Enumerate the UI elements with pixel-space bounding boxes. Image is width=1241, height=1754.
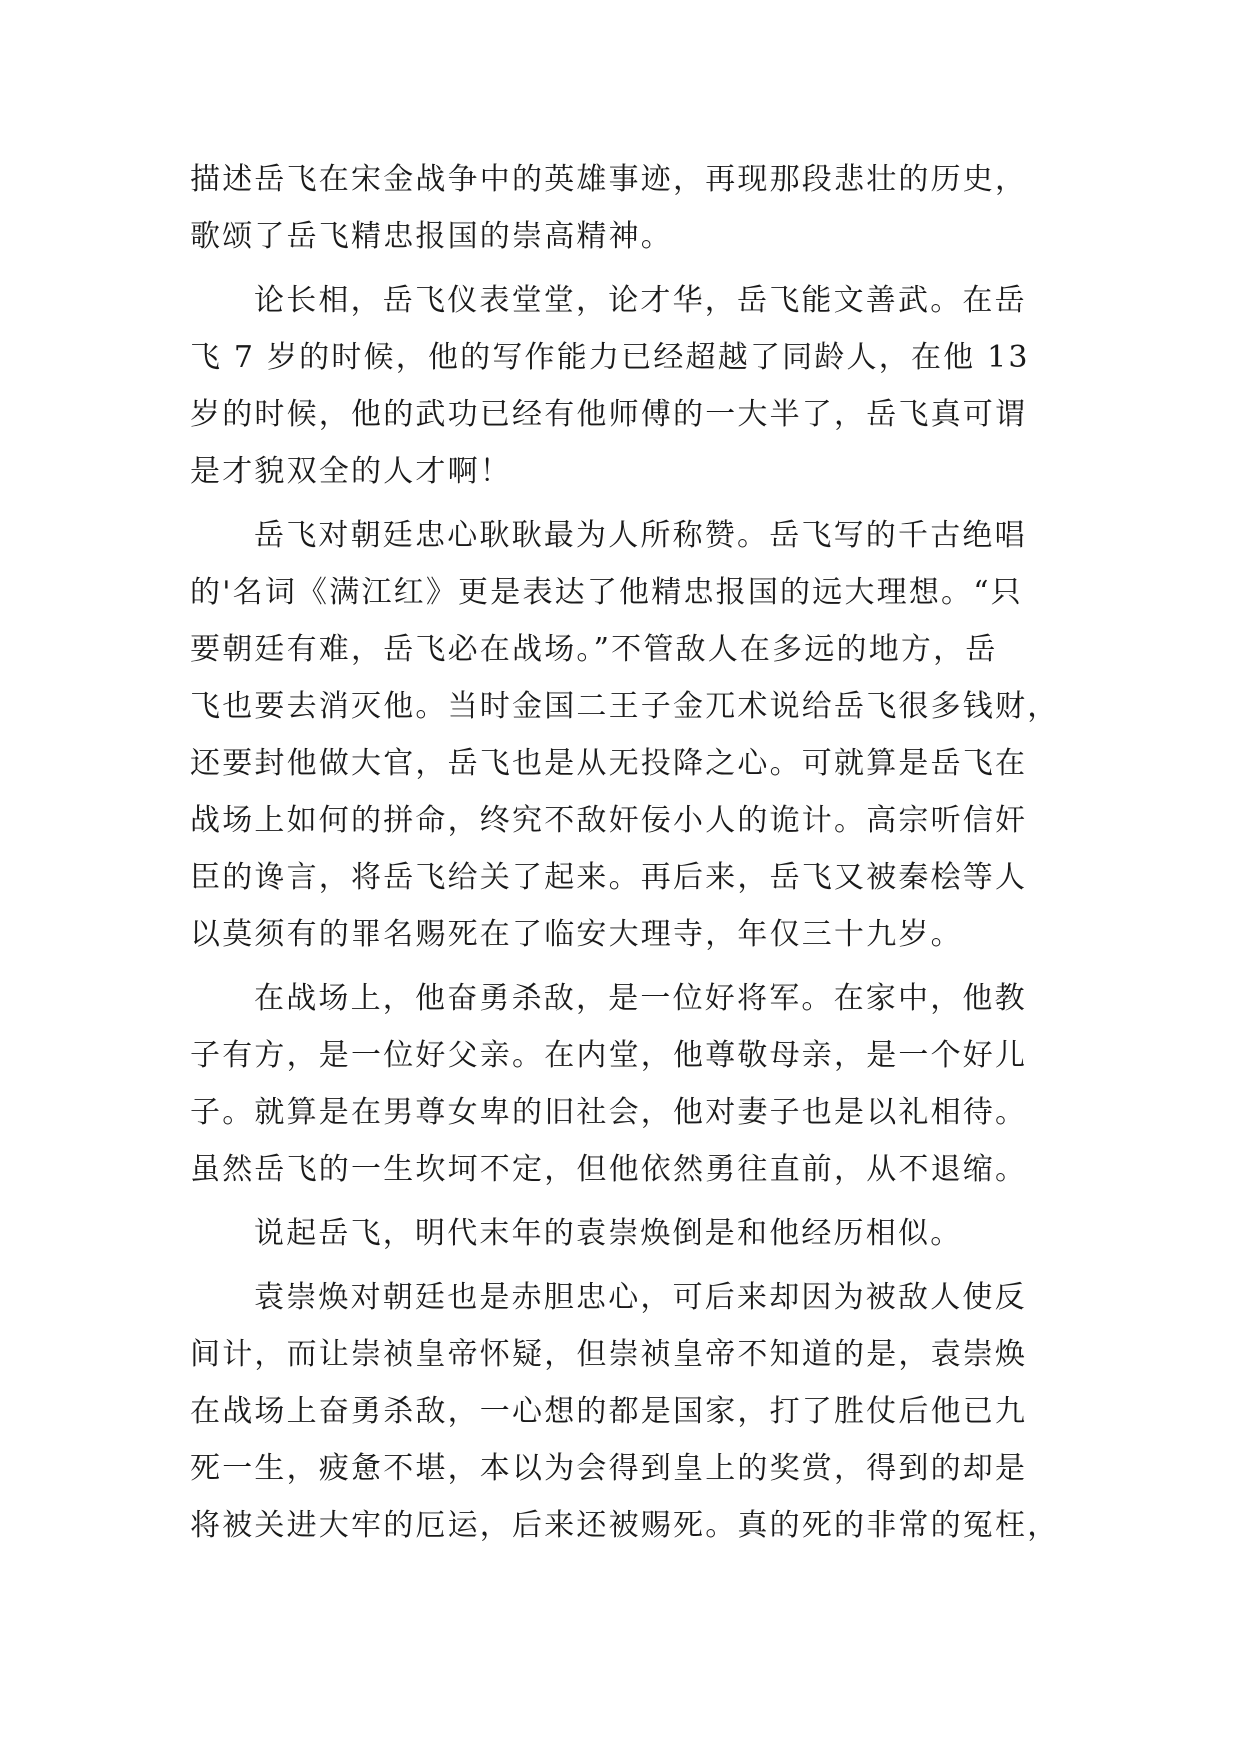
text-line: 还要封他做大官，岳飞也是从无投降之心。可就算是岳飞在 — [190, 746, 1028, 781]
text-line: 飞 7 岁的时候，他的写作能力已经超越了同龄人，在他 13 — [190, 340, 1030, 375]
text-line: 虽然岳飞的一生坎坷不定，但他依然勇往直前，从不退缩。 — [190, 1152, 1028, 1187]
text-line: 战场上如何的拼命，终究不敌奸佞小人的诡计。高宗听信奸 — [190, 803, 1028, 838]
text-line: 描述岳飞在宋金战争中的英雄事迹，再现那段悲壮的历史， — [190, 162, 1028, 197]
text-line: 是才貌双全的人才啊！ — [190, 454, 512, 489]
text-line: 要朝廷有难，岳飞必在战场。”不管敌人在多远的地方，岳 — [190, 632, 998, 667]
paragraph-start-line: 论长相，岳飞仪表堂堂，论才华，岳飞能文善武。在岳 — [254, 283, 1027, 318]
text-line: 间计，而让崇祯皇帝怀疑，但崇祯皇帝不知道的是，袁崇焕 — [190, 1337, 1028, 1372]
text-line: 在战场上奋勇杀敌，一心想的都是国家，打了胜仗后他已九 — [190, 1394, 1028, 1429]
text-line: 臣的谗言，将岳飞给关了起来。再后来，岳飞又被秦桧等人 — [190, 860, 1028, 895]
paragraph-start-line: 袁崇焕对朝廷也是赤胆忠心，可后来却因为被敌人使反 — [254, 1280, 1027, 1315]
paragraph-start-line: 说起岳飞，明代末年的袁崇焕倒是和他经历相似。 — [254, 1216, 963, 1251]
text-line: 将被关进大牢的厄运，后来还被赐死。真的死的非常的冤枉， — [190, 1508, 1060, 1543]
text-line: 岁的时候，他的武功已经有他师傅的一大半了，岳飞真可谓 — [190, 397, 1028, 432]
text-line: 飞也要去消灭他。当时金国二王子金兀术说给岳飞很多钱财， — [190, 689, 1060, 724]
paragraph-start-line: 在战场上，他奋勇杀敌，是一位好将军。在家中，他教 — [254, 981, 1027, 1016]
text-line: 以莫须有的罪名赐死在了临安大理寺，年仅三十九岁。 — [190, 917, 963, 952]
text-line: 歌颂了岳飞精忠报国的崇高精神。 — [190, 219, 673, 254]
text-line: 死一生，疲惫不堪，本以为会得到皇上的奖赏，得到的却是 — [190, 1451, 1028, 1486]
text-line: 的'名词《满江红》更是表达了他精忠报国的远大理想。“只 — [190, 575, 1023, 610]
text-line: 子有方，是一位好父亲。在内堂，他尊敬母亲，是一个好儿 — [190, 1038, 1028, 1073]
text-line: 子。就算是在男尊女卑的旧社会，他对妻子也是以礼相待。 — [190, 1095, 1028, 1130]
paragraph-start-line: 岳飞对朝廷忠心耿耿最为人所称赞。岳飞写的千古绝唱 — [254, 518, 1027, 553]
